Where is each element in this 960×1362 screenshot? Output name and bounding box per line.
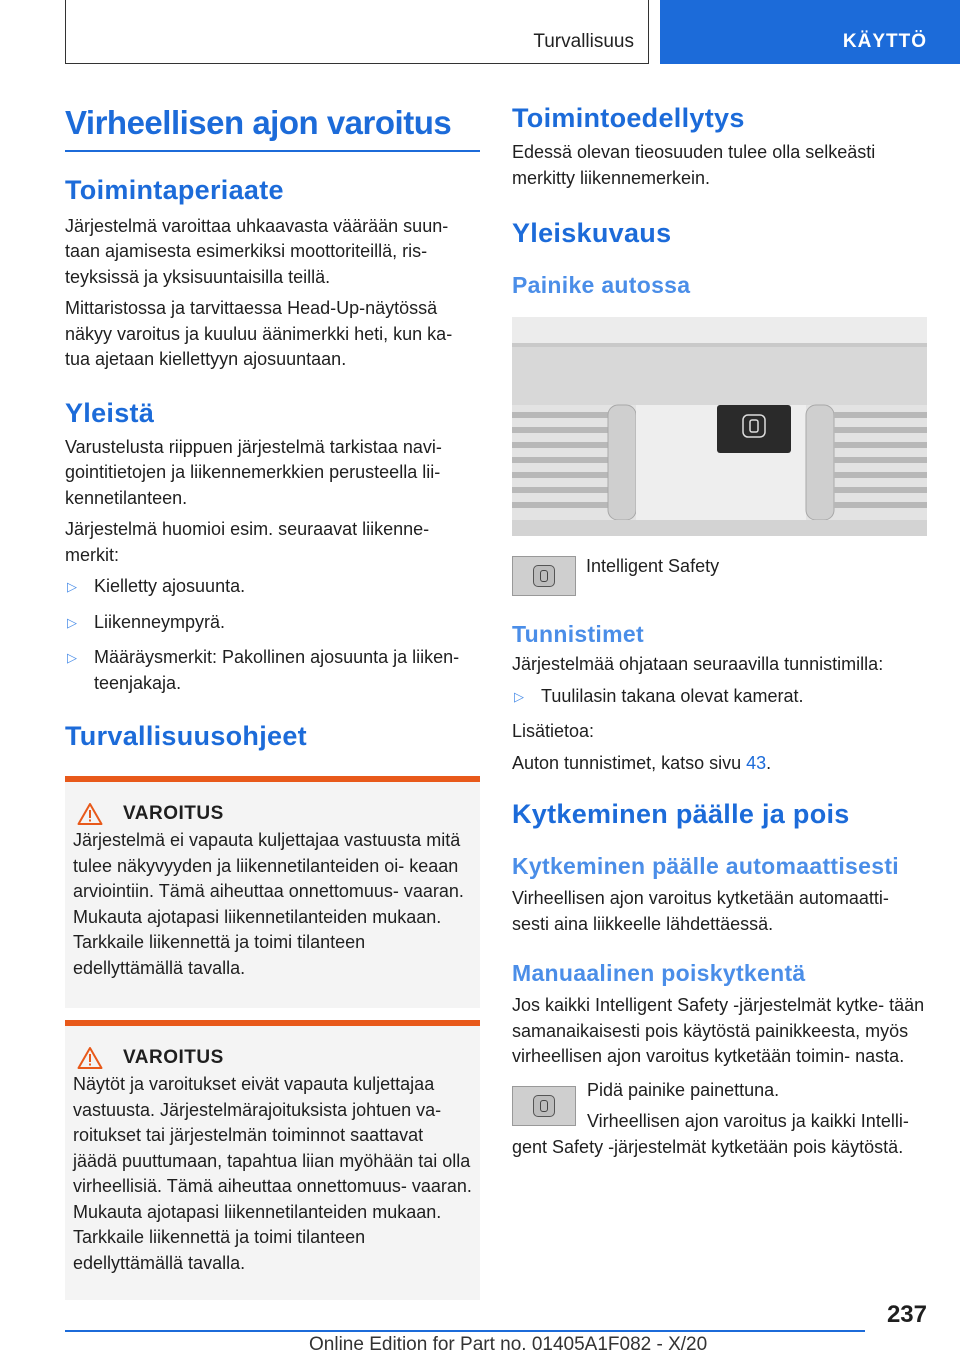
header-section-title: Turvallisuus (533, 31, 634, 52)
warning-title: VAROITUS (123, 1047, 224, 1068)
button-in-car-heading: Painike autossa (512, 272, 691, 298)
header-chapter-label: KÄYTTÖ (842, 31, 927, 52)
header-section-box (65, 0, 649, 64)
footer-divider (65, 1330, 865, 1332)
list-item: ▷ Liikenneympyrä. (65, 610, 480, 636)
right-column (512, 100, 927, 1166)
switching-heading: Kytkeminen päälle ja pois (512, 799, 850, 829)
left-column (65, 100, 480, 1300)
more-info-label: Lisätietoa: (512, 721, 595, 741)
manual-switching-text: Jos kaikki Intelligent Safety -järjestelmät kytke- tään samanaikaisesti pois käytöstä painikkeesta, myös virheellisen ajon varoitus kytketään toimin- nasta. (512, 995, 925, 1066)
principle-paragraph-2: Mittaristossa ja tarvittaessa Head-Up-näytössä näkyy varoitus ja kuuluu äänimerkki heti, kun ka- tua ajetaan kiellettyyn ajosuuntaan. (65, 298, 453, 369)
dashboard-button-photo (512, 317, 927, 536)
sensors-text: Järjestelmää ohjataan seuraavilla tunnistimilla: (512, 654, 884, 674)
manual-switching-heading: Manuaalinen poiskytkentä (512, 960, 806, 986)
conditions-heading: Toimintoedellytys (512, 103, 745, 133)
general-heading: Yleistä (65, 397, 155, 428)
header-chapter-tab[interactable] (660, 0, 960, 64)
sensors-reference: Auton tunnistimet, katso sivu 43. (512, 752, 772, 773)
traffic-sign-list (65, 574, 480, 696)
auto-switching-text: Virheellisen ajon varoitus kytketään automaatti- sesti aina liikkeelle lähdettäessä. (512, 888, 889, 934)
warning-title: VAROITUS (123, 803, 224, 824)
list-item: ▷ Kielletty ajosuunta. (65, 574, 480, 600)
sensors-heading: Tunnistimet (512, 621, 644, 647)
general-paragraph-2: Järjestelmä huomioi esim. seuraavat liikenne- merkit: (65, 519, 430, 565)
dashboard-photo-illustration (512, 317, 927, 536)
sensors-list (512, 684, 927, 710)
button-caption: Intelligent Safety (586, 556, 720, 576)
bullet-triangle-icon: ▷ (514, 688, 524, 704)
bullet-triangle-icon: ▷ (67, 579, 77, 594)
press-instruction: Pidä painike painettuna. (587, 1079, 780, 1100)
safety-heading: Turvallisuusohjeet (65, 721, 307, 751)
intelligent-safety-icon (512, 556, 576, 596)
auto-switching-heading: Kytkeminen päälle automaattisesti (512, 853, 899, 879)
warning-box-2 (65, 1020, 480, 1300)
warning-box-1 (65, 776, 480, 1008)
intelligent-safety-icon (512, 1086, 576, 1126)
principle-heading: Toimintaperiaate (65, 174, 284, 205)
page-title: Virheellisen ajon varoitus (65, 104, 452, 141)
warning-text: Järjestelmä ei vapauta kuljettajaa vastuusta mitä tulee näkyvyyden ja liikennetilanteiden oi- keaan arviointiin. Tämä aiheuttaa onnettomuus- vaaran. Mukauta ajotapasi liikennetilanteiden mukaan. Tarkkaile liikennettä ja toimi tilanteen edellyttämällä tavalla. (73, 830, 464, 978)
warning-text: Näytöt ja varoitukset eivät vapauta kuljettajaa vastuusta. Järjestelmärajoituksista johtuen va- roitukset tai järjestelmän toiminnot saattavat jäädä puuttumaan, tapahtua liian myöhään tai olla virheellisiä. Tämä aiheuttaa onnettomuus- vaaran. Mukauta ajotapasi liikennetilanteiden mukaan. Tarkkaile liikennettä ja toimi tilanteen edellyttämällä tavalla. (73, 1074, 472, 1273)
title-divider (65, 150, 480, 152)
page-reference-link[interactable]: 43 (746, 752, 767, 773)
principle-paragraph-1: Järjestelmä varoittaa uhkaavasta väärään suun- taan ajamisesta esimerkiksi moottoriteillä, ris- teyksissä ja yksisuuntaisilla teillä. (65, 215, 449, 287)
list-item: ▷ Määräysmerkit: Pakollinen ajosuunta ja liiken- teenjakaja. (67, 647, 460, 693)
bullet-triangle-icon: ▷ (67, 614, 77, 630)
page-number: 237 (886, 1301, 927, 1328)
result-text: Virheellisen ajon varoitus ja kaikki Intelli- gent Safety -järjestelmät kytketään pois käytöstä. (512, 1111, 909, 1157)
warning-triangle-icon (77, 802, 103, 826)
warning-triangle-icon (77, 1046, 103, 1070)
bullet-triangle-icon: ▷ (67, 650, 77, 665)
conditions-text: Edessä olevan tieosuuden tulee olla selkeästi merkitty liikennemerkein. (512, 142, 876, 188)
overview-heading: Yleiskuvaus (512, 218, 672, 248)
footer-edition: Online Edition for Part no. 01405A1F082 - X/20 (309, 1334, 708, 1355)
general-paragraph-1: Varustelusta riippuen järjestelmä tarkistaa navi- gointitietojen ja liikennemerkkien perusteella lii- kennetilanteen. (65, 436, 442, 508)
list-item: ▷ Tuulilasin takana olevat kamerat. (512, 684, 927, 710)
